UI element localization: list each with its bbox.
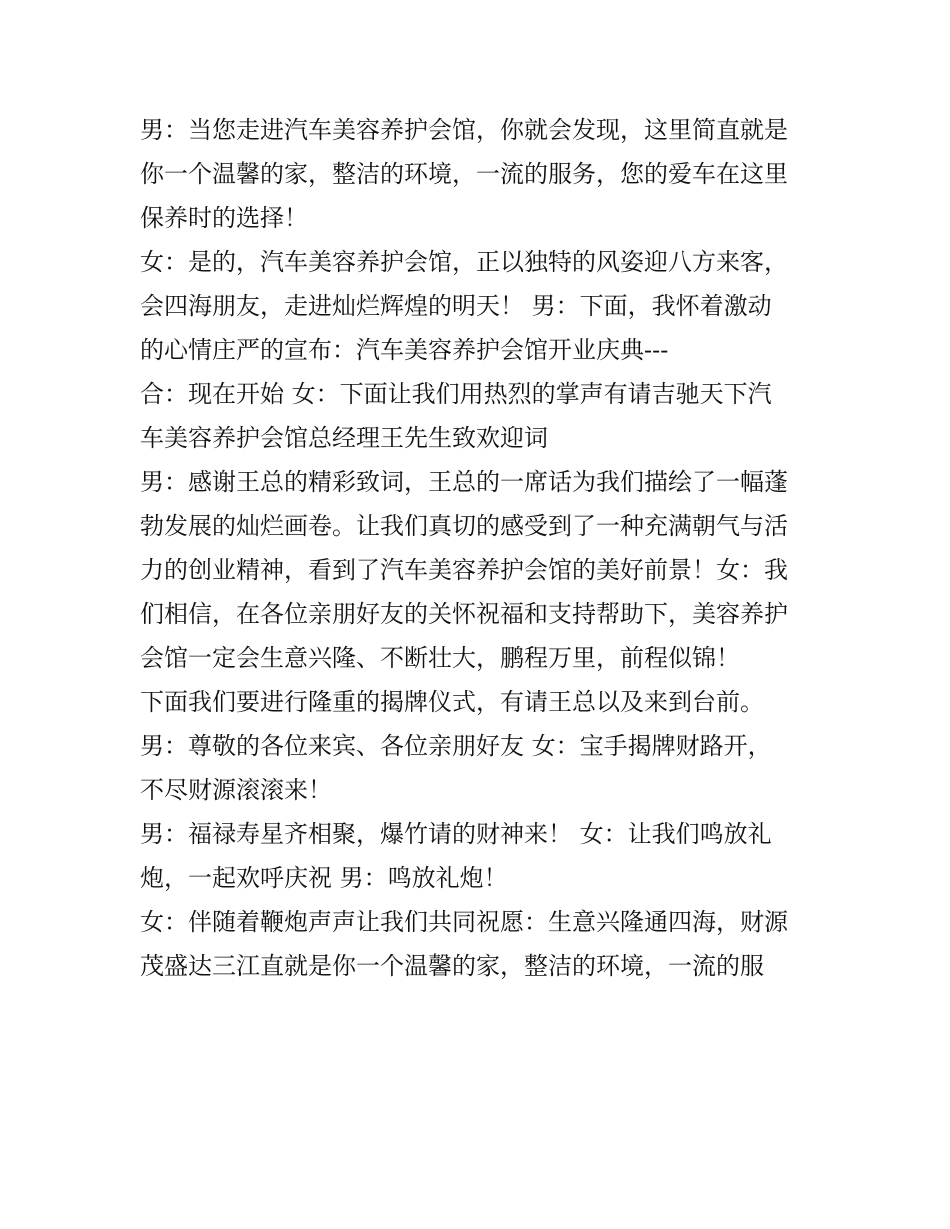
text-line: 保养时的选择！ [140, 204, 308, 232]
text-line: 的心情庄严的宣布：汽车美容养护会馆开业庆典--- [140, 336, 669, 364]
text-line: 们相信，在各位亲朋好友的关怀祝福和支持帮助下，美容养护 [140, 600, 788, 628]
text-line: 力的创业精神，看到了汽车美容养护会馆的美好前景！女：我 [140, 556, 788, 584]
text-line: 男：福禄寿星齐相聚，爆竹请的财神来！ 女：让我们鸣放礼 [140, 820, 772, 848]
text-line: 茂盛达三江直就是你一个温馨的家，整洁的环境，一流的服 [140, 952, 764, 980]
text-line: 车美容养护会馆总经理王先生致欢迎词 [140, 424, 548, 452]
text-line: 男：尊敬的各位来宾、各位亲朋好友 女：宝手揭牌财路开， [140, 732, 772, 760]
text-line: 男：感谢王总的精彩致词，王总的一席话为我们描绘了一幅蓬 [140, 468, 788, 496]
text-line: 下面我们要进行隆重的揭牌仪式，有请王总以及来到台前。 [140, 688, 764, 716]
text-line: 炮，一起欢呼庆祝 男：鸣放礼炮！ [140, 864, 508, 892]
text-line: 男：当您走进汽车美容养护会馆，你就会发现，这里简直就是 [140, 116, 788, 144]
text-line: 会四海朋友，走进灿烂辉煌的明天！ 男：下面，我怀着激动 [140, 292, 772, 320]
text-line: 会馆一定会生意兴隆、不断壮大，鹏程万里，前程似锦！ [140, 644, 740, 672]
text-line: 女：伴随着鞭炮声声让我们共同祝愿：生意兴隆通四海，财源 [140, 908, 788, 936]
text-line: 女：是的，汽车美容养护会馆，正以独特的风姿迎八方来客， [140, 248, 788, 276]
document-body [140, 108, 820, 988]
text-line: 不尽财源滚滚来！ [140, 776, 332, 804]
text-line: 勃发展的灿烂画卷。让我们真切的感受到了一种充满朝气与活 [140, 512, 788, 540]
text-line: 你一个温馨的家，整洁的环境，一流的服务，您的爱车在这里 [140, 160, 788, 188]
text-line: 合：现在开始 女：下面让我们用热烈的掌声有请吉驰天下汽 [140, 380, 772, 408]
